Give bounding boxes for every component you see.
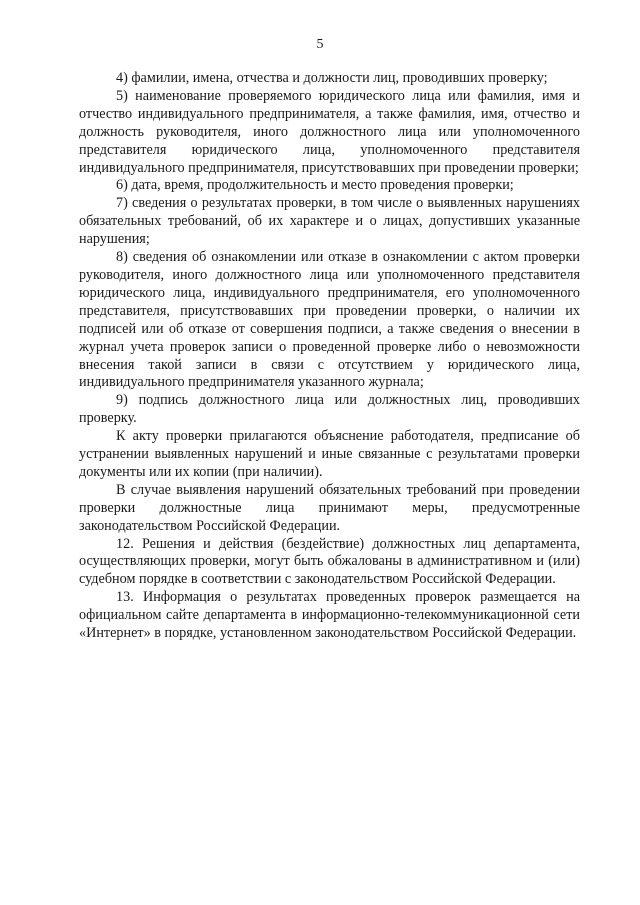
paragraph-item-4: 4) фамилии, имена, отчества и должности лиц, проводивших проверку; — [116, 70, 548, 86]
paragraph-section-13: 13. Информация о результатах проведенных проверок размещается на официальном сайте департамента в информационно-телекоммуникационной сети «Интернет» в порядке, установленном законодательством Российской Федерации. — [79, 589, 580, 642]
paragraph-item-5: 5) наименование проверяемого юридического лица или фамилия, имя и отчество индивидуального предпринимателя, а также фамилия, имя, отчество и должность руководителя, иного должностного лица или уполномоченного представителя юридического лица, уполномоченного представителя индивидуального предпринимателя, присутствовавших при проведении проверки; — [79, 87, 580, 176]
paragraph-violations: В случае выявления нарушений обязательных требований при проведении проверки должностные лица принимают меры, предусмотренные законодательством Российской Федерации. — [79, 481, 580, 534]
document-body — [79, 70, 580, 643]
paragraph-section-12: 12. Решения и действия (бездействие) должностных лиц департамента, осуществляющих проверки, могут быть обжалованы в административном и (или) судебном порядке в соответствии с законодательством Российской Федерации. — [79, 535, 580, 588]
paragraph-item-6: 6) дата, время, продолжительность и место проведения проверки; — [116, 177, 514, 194]
paragraph-item-7: 7) сведения о результатах проверки, в том числе о выявленных нарушениях обязательных требований, об их характере и о лицах, допустивших указанные нарушения; — [79, 195, 580, 248]
paragraph-item-8: 8) сведения об ознакомлении или отказе в ознакомлении с актом проверки руководителя, иного должностного лица или уполномоченного представителя юридического лица, индивидуального предпринимателя, его уполномоченного представителя, присутствовавших при проведении проверки, о наличии их подписей или об отказе от совершения подписи, а также сведения о внесении в журнал учета проверок записи о проведенной проверке либо о невозможности внесения такой записи в связи с отсутствием у юридического лица, индивидуального предпринимателя указанного журнала; — [79, 249, 580, 391]
paragraph-item-9: 9) подпись должностного лица или должностных лиц, проводивших проверку. — [79, 392, 580, 427]
paragraph-attachments: К акту проверки прилагаются объяснение работодателя, предписание об устранении выявленных нарушений и иные связанные с результатами проверки документы или их копии (при наличии). — [79, 428, 580, 480]
page-number: 5 — [316, 37, 324, 52]
